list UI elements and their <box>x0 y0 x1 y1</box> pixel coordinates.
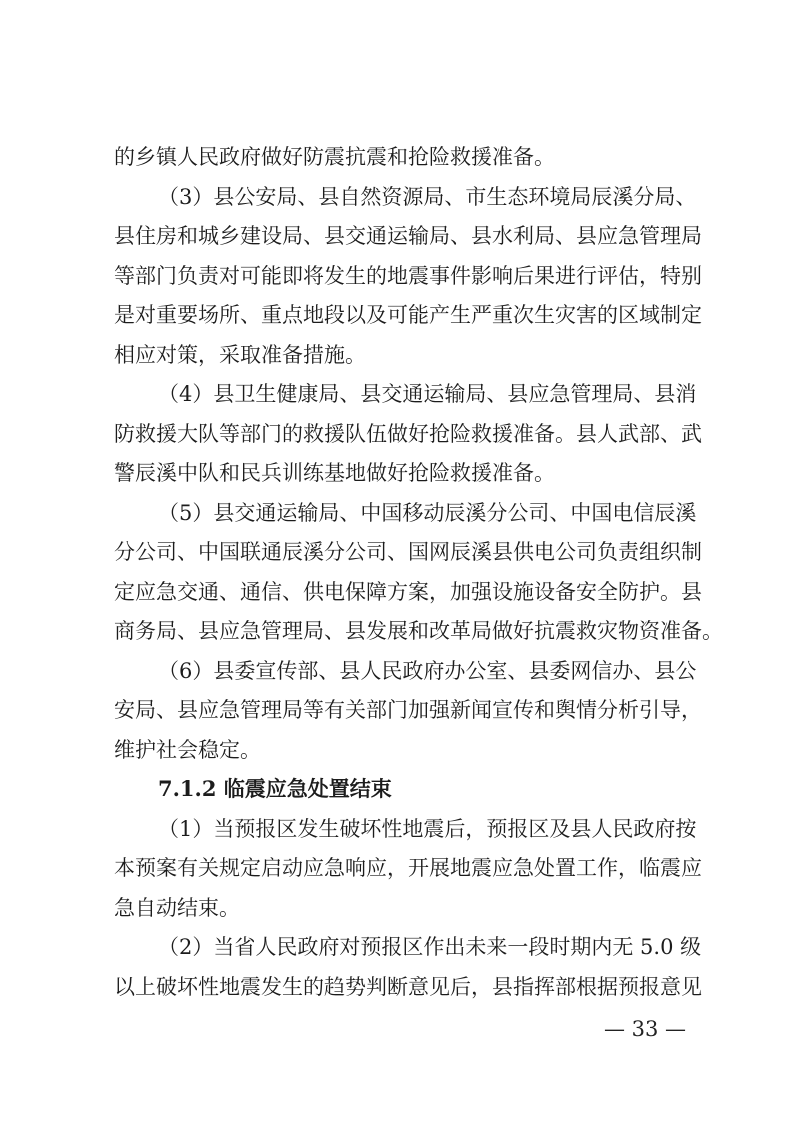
text-line <box>0 534 792 570</box>
text-line <box>0 297 792 333</box>
text-line <box>0 811 792 847</box>
text-line-content: 商务局、县应急管理局、县发展和改革局做好抗震救灾物资准备。 <box>114 619 723 643</box>
text-line-content: 以上破坏性地震发生的趋势判断意见后，县指挥部根据预报意见 <box>114 975 702 999</box>
text-line <box>0 179 792 215</box>
text-line-content: 本预案有关规定启动应急响应，开展地震应急处置工作，临震应 <box>114 856 702 880</box>
text-line <box>0 613 792 649</box>
text-line <box>0 969 792 1005</box>
text-line <box>0 495 792 531</box>
text-line <box>0 139 792 175</box>
text-line <box>0 890 792 926</box>
text-line-content: （5）县交通运输局、中国移动辰溪分公司、中国电信辰溪 <box>158 501 697 525</box>
text-line-content: 安局、县应急管理局等有关部门加强新闻宣传和舆情分析引导， <box>114 698 702 722</box>
text-line <box>0 416 792 452</box>
section-heading <box>0 771 792 807</box>
text-line-content: 警辰溪中队和民兵训练基地做好抢险救援准备。 <box>114 461 555 485</box>
text-line-content: 是对重要场所、重点地段以及可能产生严重次生灾害的区域制定 <box>114 303 702 327</box>
text-line-content: 县住房和城乡建设局、县交通运输局、县水利局、县应急管理局 <box>114 224 702 248</box>
page-number: — 33 — <box>603 1017 687 1041</box>
text-line-content: 防救援大队等部门的救援队伍做好抢险救援准备。县人武部、武 <box>114 422 702 446</box>
text-line <box>0 376 792 412</box>
text-line <box>0 653 792 689</box>
text-line-content: 定应急交通、通信、供电保障方案，加强设施设备安全防护。县 <box>114 580 702 604</box>
text-line-content: 分公司、中国联通辰溪分公司、国网辰溪县供电公司负责组织制 <box>114 540 702 564</box>
text-line-content: 相应对策，采取准备措施。 <box>114 343 366 367</box>
text-line <box>0 929 792 965</box>
text-line-content: （3）县公安局、县自然资源局、市生态环境局辰溪分局、 <box>158 185 697 209</box>
text-line-content: 维护社会稳定。 <box>114 738 261 762</box>
text-line <box>0 850 792 886</box>
text-line-content: （6）县委宣传部、县人民政府办公室、县委网信办、县公 <box>158 659 697 683</box>
text-line <box>0 692 792 728</box>
text-line-content: 等部门负责对可能即将发生的地震事件影响后果进行评估，特别 <box>114 264 702 288</box>
section-heading-text: 7.1.2 临震应急处置结束 <box>158 776 392 801</box>
text-line <box>0 218 792 254</box>
text-line <box>0 337 792 373</box>
text-line-content: 的乡镇人民政府做好防震抗震和抢险救援准备。 <box>114 145 555 169</box>
text-line-content: （1）当预报区发生破坏性地震后，预报区及县人民政府按 <box>158 817 697 841</box>
text-line-content: （4）县卫生健康局、县交通运输局、县应急管理局、县消 <box>158 382 697 406</box>
text-line <box>0 258 792 294</box>
text-line <box>0 732 792 768</box>
text-line-content: （2）当省人民政府对预报区作出未来一段时期内无 5.0 级 <box>158 935 702 959</box>
text-line-content: 急自动结束。 <box>114 896 240 920</box>
text-line <box>0 455 792 491</box>
text-line <box>0 574 792 610</box>
